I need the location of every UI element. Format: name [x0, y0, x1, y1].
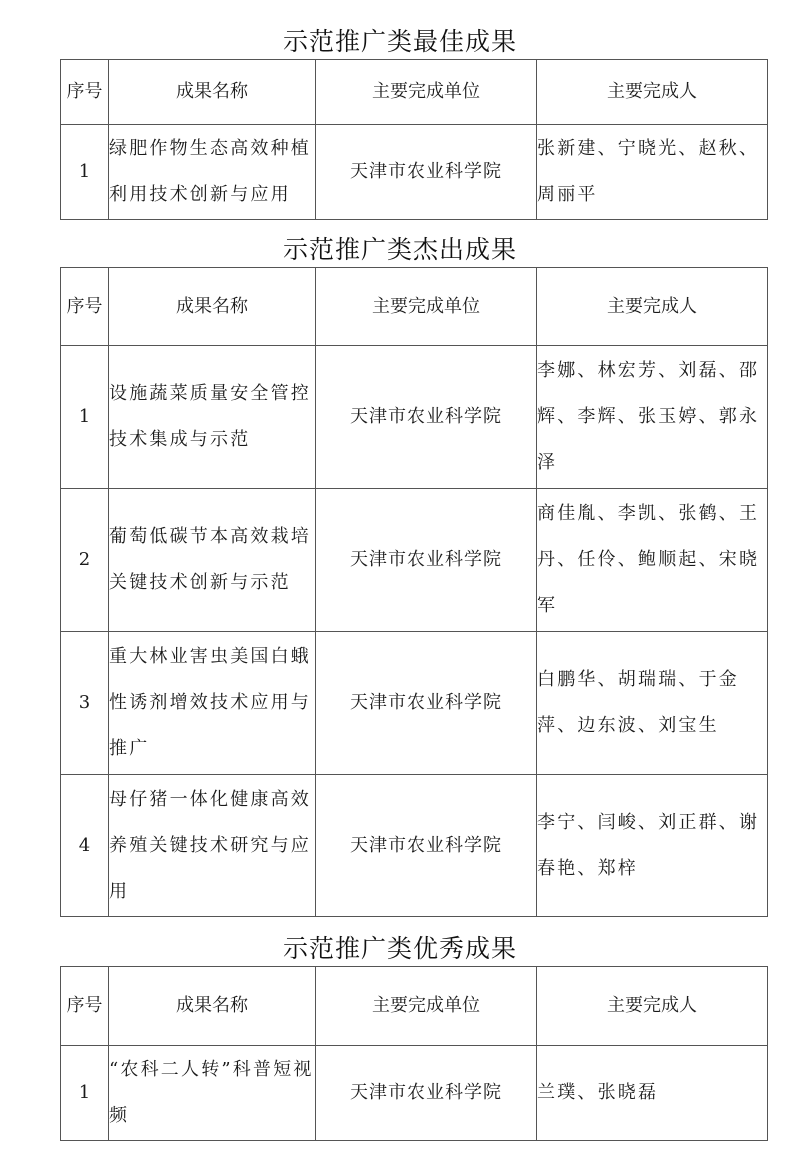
row-name: 母仔猪一体化健康高效养殖关键技术研究与应用 [109, 775, 316, 917]
header-name: 成果名称 [109, 268, 316, 346]
row-no: 1 [61, 125, 109, 220]
row-people: 李宁、闫峻、刘正群、谢春艳、郑梓 [537, 775, 768, 917]
header-people: 主要完成人 [537, 268, 768, 346]
row-people: 李娜、林宏芳、刘磊、邵辉、李辉、张玉婷、郭永泽 [537, 346, 768, 489]
row-people: 白鹏华、胡瑞瑞、于金萍、边东波、刘宝生 [537, 632, 768, 775]
section-title-excellent: 示范推广类优秀成果 [282, 934, 517, 963]
table-row [61, 489, 768, 632]
row-name: 绿肥作物生态高效种植利用技术创新与应用 [109, 125, 316, 220]
table-row [61, 775, 768, 917]
row-name: 葡萄低碳节本高效栽培关键技术创新与示范 [109, 489, 316, 632]
header-people: 主要完成人 [537, 967, 768, 1046]
header-unit: 主要完成单位 [316, 268, 537, 346]
table-header-row [61, 60, 768, 125]
row-no: 1 [61, 1046, 109, 1141]
row-unit: 天津市农业科学院 [316, 632, 537, 775]
table-header-row [61, 967, 768, 1046]
row-name: 设施蔬菜质量安全管控技术集成与示范 [109, 346, 316, 489]
row-unit: 天津市农业科学院 [316, 125, 537, 220]
header-no: 序号 [61, 268, 109, 346]
header-name: 成果名称 [109, 60, 316, 125]
row-unit: 天津市农业科学院 [316, 775, 537, 917]
header-name: 成果名称 [109, 967, 316, 1046]
table-row [61, 632, 768, 775]
table-outstanding-achievements [60, 267, 768, 917]
table-row [61, 346, 768, 489]
table-header-row [61, 268, 768, 346]
row-unit: 天津市农业科学院 [316, 1046, 537, 1141]
table-row [61, 1046, 768, 1141]
header-no: 序号 [61, 967, 109, 1046]
table-row [61, 125, 768, 220]
row-unit: 天津市农业科学院 [316, 489, 537, 632]
header-people: 主要完成人 [537, 60, 768, 125]
table-best-achievements [60, 59, 768, 220]
section-title-best: 示范推广类最佳成果 [282, 27, 517, 56]
header-unit: 主要完成单位 [316, 967, 537, 1046]
row-no: 2 [61, 489, 109, 632]
row-people: 商佳胤、李凯、张鹤、王丹、任伶、鲍顺起、宋晓军 [537, 489, 768, 632]
row-name: “农科二人转”科普短视频 [109, 1046, 316, 1141]
header-no: 序号 [61, 60, 109, 125]
header-unit: 主要完成单位 [316, 60, 537, 125]
section-title-outstanding: 示范推广类杰出成果 [282, 235, 517, 264]
row-unit: 天津市农业科学院 [316, 346, 537, 489]
row-people: 兰璞、张晓磊 [537, 1046, 768, 1141]
row-no: 4 [61, 775, 109, 917]
row-no: 1 [61, 346, 109, 489]
row-name: 重大林业害虫美国白蛾性诱剂增效技术应用与推广 [109, 632, 316, 775]
row-no: 3 [61, 632, 109, 775]
table-excellent-achievements [60, 966, 768, 1141]
row-people: 张新建、宁晓光、赵秋、周丽平 [537, 125, 768, 220]
